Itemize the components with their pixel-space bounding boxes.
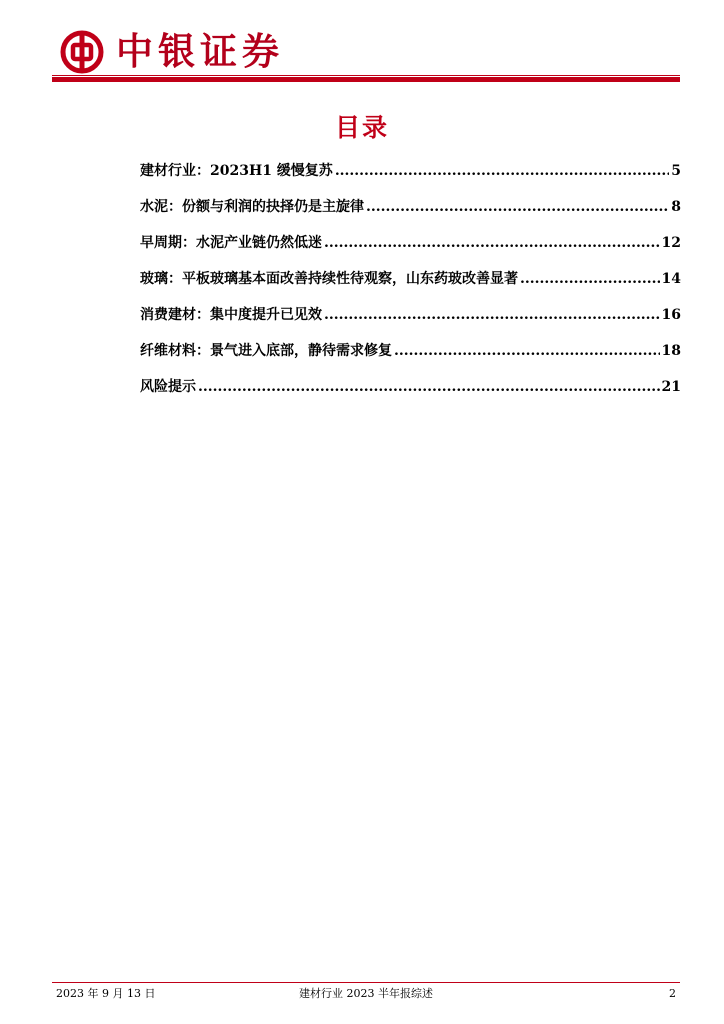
toc-entry[interactable] <box>140 160 681 196</box>
toc-entry[interactable] <box>140 232 681 268</box>
toc-entry-page: 12 <box>661 235 681 251</box>
brand-name: 中银证券 <box>116 30 284 73</box>
toc-entry-text: 玻璃：平板玻璃基本面改善持续性待观察，山东药玻改善显著 <box>140 271 518 287</box>
toc-leader-dots <box>335 163 669 179</box>
toc-leader-dots <box>198 379 660 395</box>
toc-leader-dots <box>520 271 660 287</box>
footer-page-number: 2 <box>669 987 676 1000</box>
toc-entry-page: 8 <box>671 199 681 215</box>
table-of-contents <box>140 160 681 412</box>
footer-rule <box>52 982 680 983</box>
toc-entry-page: 5 <box>671 163 681 179</box>
toc-entry-text: 消费建材：集中度提升已见效 <box>140 307 322 323</box>
toc-leader-dots <box>324 307 660 323</box>
header-rule <box>52 77 680 82</box>
toc-entry-page: 18 <box>661 343 681 359</box>
toc-leader-dots <box>394 343 660 359</box>
toc-entry[interactable] <box>140 268 681 304</box>
footer-date: 2023 年 9 月 13 日 <box>56 987 156 1000</box>
toc-entry[interactable] <box>140 196 681 232</box>
page-footer <box>56 986 676 1002</box>
toc-entry-text: 早周期：水泥产业链仍然低迷 <box>140 235 322 251</box>
bank-of-china-logo-icon <box>60 30 104 74</box>
toc-entry-page: 14 <box>661 271 681 287</box>
toc-entry-text: 风险提示 <box>140 379 196 395</box>
header-rule-thin <box>52 75 680 76</box>
toc-entry-text: 纤维材料：景气进入底部，静待需求修复 <box>140 343 392 359</box>
toc-title: 目录 <box>334 113 389 142</box>
toc-entry[interactable] <box>140 376 681 412</box>
toc-leader-dots <box>324 235 660 251</box>
footer-doc-title: 建材行业 2023 半年报综述 <box>299 987 433 1000</box>
toc-entry[interactable] <box>140 340 681 376</box>
toc-entry-text: 水泥：份额与利润的抉择仍是主旋律 <box>140 199 364 215</box>
toc-entry-page: 16 <box>661 307 681 323</box>
toc-entry-page: 21 <box>661 379 681 395</box>
toc-entry-text: 建材行业：2023H1 缓慢复苏 <box>140 163 333 179</box>
toc-entry[interactable] <box>140 304 681 340</box>
toc-leader-dots <box>366 199 669 215</box>
